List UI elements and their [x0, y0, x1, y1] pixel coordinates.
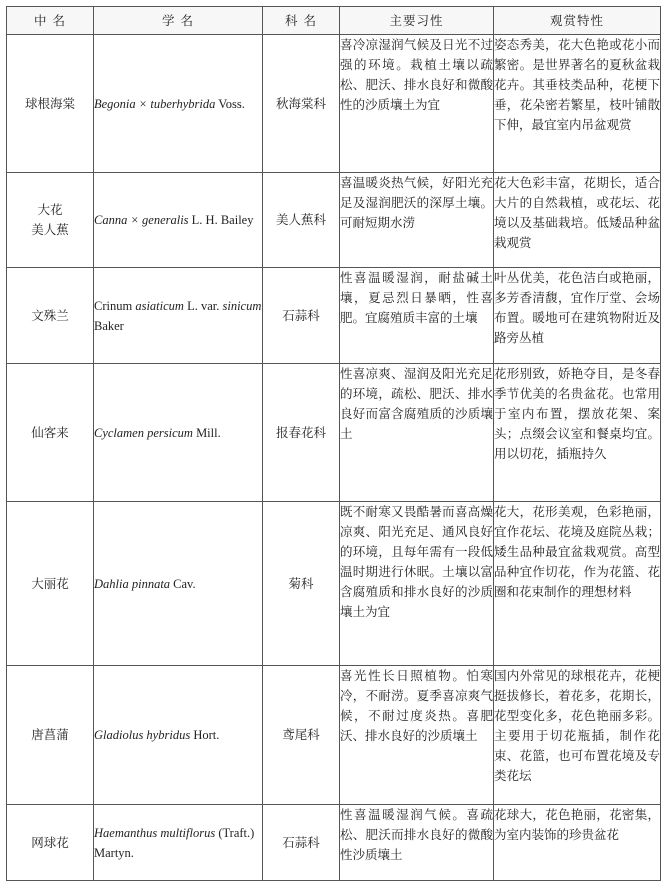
cell-family: 石蒜科 — [263, 805, 340, 881]
header-habit: 主要习性 — [340, 7, 494, 35]
table-row — [7, 502, 661, 666]
cn-name-line: 大丽花 — [31, 575, 69, 591]
cn-name-line: 仙客来 — [31, 424, 69, 440]
cell-cn-name — [7, 35, 94, 173]
cell-sci-name — [94, 173, 263, 268]
cell-cn-name — [7, 364, 94, 502]
cell-sci-name — [94, 666, 263, 805]
sci-name-genus-species: Begonia × tuberhybrida — [94, 96, 216, 111]
cell-sci-name — [94, 35, 263, 173]
header-cn-name: 中 名 — [7, 7, 94, 35]
sci-name-author: Cav. — [173, 576, 196, 591]
table-row — [7, 364, 661, 502]
sci-name-part: Crinum — [94, 298, 136, 313]
cell-habit: 性喜温暖湿润气候。喜疏松、肥沃而排水良好的微酸性沙质壤土 — [340, 805, 494, 881]
sci-name-part: sinicum — [222, 298, 262, 313]
sci-name-genus-species: Haemanthus multiflorus — [94, 825, 216, 840]
sci-name-author: L. H. Bailey — [191, 213, 254, 227]
cell-sci-name — [94, 805, 263, 881]
cell-ornamental: 花形别致，娇艳夺目，是冬春季节优美的名贵盆花。也常用于室内布置，摆放花架、案头；点缀会议室和餐桌均宜。用以切花，插瓶持久 — [494, 364, 661, 502]
cell-ornamental: 花球大，花色艳丽，花密集，为室内装饰的珍贵盆花 — [494, 805, 661, 881]
sci-name-part: L. var. — [183, 298, 223, 313]
sci-name-part: asiaticum — [135, 298, 184, 313]
cell-ornamental: 姿态秀美，花大色艳或花小而繁密。是世界著名的夏秋盆栽花卉。其垂枝类品种，花梗下垂，花朵密若繁星，枝叶铺散下伸，最宜室内吊盆观赏 — [494, 35, 661, 173]
cn-name-line: 球根海棠 — [24, 95, 75, 111]
table-wrapper — [6, 6, 660, 881]
sci-name-author: Mill. — [196, 425, 221, 440]
cell-ornamental: 叶丛优美，花色洁白或艳丽，多芳香清馥，宜作厅堂、会场布置。暖地可在建筑物附近及路旁丛植 — [494, 268, 661, 364]
sci-name-genus-species: Gladiolus hybridus — [94, 728, 191, 742]
sci-name-genus-species: Cyclamen persicum — [94, 425, 193, 440]
sci-name-part: Baker — [94, 318, 124, 333]
cell-family: 石蒜科 — [263, 268, 340, 364]
header-ornamental: 观赏特性 — [494, 7, 661, 35]
cell-cn-name — [7, 805, 94, 881]
header-row — [7, 7, 661, 35]
sci-name-genus-species: Canna × generalis — [94, 213, 189, 227]
cell-habit: 喜温暖炎热气候，好阳光充足及湿润肥沃的深厚土壤。可耐短期水涝 — [340, 173, 494, 268]
cell-cn-name — [7, 173, 94, 268]
sci-name-genus-species: Dahlia pinnata — [94, 576, 171, 591]
cell-family: 鸢尾科 — [263, 666, 340, 805]
header-sci-name: 学 名 — [94, 7, 263, 35]
cell-family: 菊科 — [263, 502, 340, 666]
cell-sci-name — [94, 268, 263, 364]
header-family: 科 名 — [263, 7, 340, 35]
cell-family: 秋海棠科 — [263, 35, 340, 173]
table-row — [7, 268, 661, 364]
table-row — [7, 173, 661, 268]
cell-cn-name — [7, 268, 94, 364]
cell-habit: 既不耐寒又畏酷暑而喜高燥凉爽、阳光充足、通风良好的环境，且每年需有一段低温时期进行休眠。土壤以富含腐殖质和排水良好的沙质壤土为宜 — [340, 502, 494, 666]
sci-name-author: Hort. — [193, 728, 220, 742]
cell-ornamental: 国内外常见的球根花卉，花梗挺拔修长，着花多，花期长，花型变化多，花色艳丽多彩。主要用于切花瓶插，制作花束、花篮，也可布置花境及专类花坛 — [494, 666, 661, 805]
table-row — [7, 805, 661, 881]
cell-ornamental: 花大色彩丰富，花期长，适合大片的自然栽植，或花坛、花境以及基础栽培。低矮品种盆栽观赏 — [494, 173, 661, 268]
cell-sci-name — [94, 364, 263, 502]
cn-name-line: 网球花 — [31, 834, 69, 850]
sci-name-author: (Traft.) Martyn. — [94, 825, 255, 860]
sci-name-author: Voss. — [218, 96, 245, 111]
plant-table — [6, 6, 661, 881]
cell-sci-name — [94, 502, 263, 666]
cn-name-line: 美人蕉 — [31, 222, 69, 237]
cell-cn-name — [7, 502, 94, 666]
cell-habit: 喜光性长日照植物。怕寒冷，不耐涝。夏季喜凉爽气候，不耐过度炎热。喜肥沃、排水良好的沙质壤土 — [340, 666, 494, 805]
table-row — [7, 666, 661, 805]
cell-habit: 性喜温暖湿润，耐盐碱土壤，夏忌烈日暴晒，性喜肥。宜腐殖质丰富的土壤 — [340, 268, 494, 364]
table-row — [7, 35, 661, 173]
cell-habit: 喜冷凉湿润气候及日光不过强的环境。栽植土壤以疏松、肥沃、排水良好和微酸性的沙质壤土为宜 — [340, 35, 494, 173]
cn-name-line: 文殊兰 — [31, 307, 69, 323]
cell-habit: 性喜凉爽、湿润及阳光充足的环境，疏松、肥沃、排水良好而富含腐殖质的沙质壤土 — [340, 364, 494, 502]
cn-name-line: 唐菖蒲 — [31, 727, 69, 742]
cell-family: 美人蕉科 — [263, 173, 340, 268]
cell-family: 报春花科 — [263, 364, 340, 502]
cn-name-line: 大花 — [37, 202, 63, 217]
cell-ornamental: 花大，花形美观，色彩艳丽，宜作花坛、花境及庭院丛栽；矮生品种最宜盆栽观赏。高型品种宜作切花，作为花篮、花圈和花束制作的理想材料 — [494, 502, 661, 666]
cell-cn-name — [7, 666, 94, 805]
